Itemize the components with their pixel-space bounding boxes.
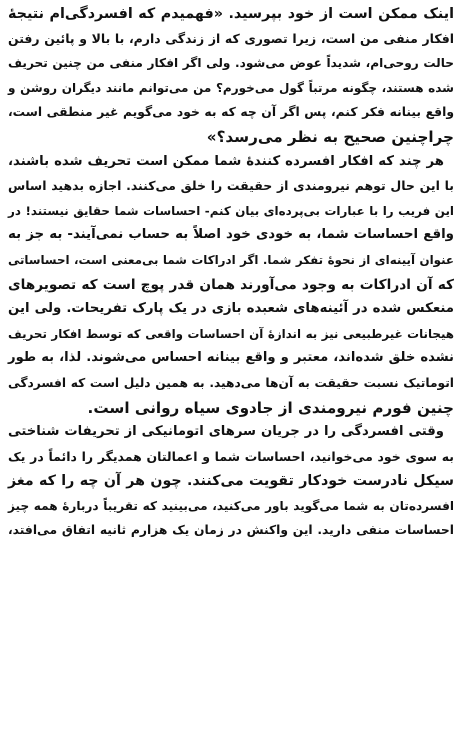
text-line: چراچنین صحیح به نظر می‌رسد؟» [206, 127, 454, 146]
text-line: هیجانات غیرطبیعی نیز به اندازهٔ آن احساسات واقعی که توسط افکار تحریف [8, 326, 454, 341]
paragraph-2 [8, 150, 454, 421]
text-line: به سوی خود می‌خوانید، احساسات شما و اعمالتان همدیگر را دائماً در یک [8, 448, 454, 464]
text-line: احساسات منفی دارید. این واکنش در زمان یک هزارم ثانیه اتفاق می‌افتد، [8, 523, 454, 538]
text-line: هر چند که افکار افسرده کنندهٔ شما ممکن است تحریف شده باشند، [8, 153, 444, 169]
text-line: چنین فورم نیرومندی از جادوی سیاه روانی است. [87, 398, 454, 417]
text-line: این فریب را با عبارات بی‌پرده‌ای بیان کنم- احساسات شما حقایق نیستند! در [8, 203, 454, 218]
text-line: شده هستند، چگونه مرتباً گول می‌خورم؟ من می‌توانم مانند دیگران روشن و [8, 80, 454, 95]
text-line: افسرده‌تان به شما می‌گوید باور می‌کنید، می‌بینید که تقریباً دربارهٔ همه چیز [8, 498, 454, 513]
text-line: حالت روحی‌ام، شدیداً عوض می‌شود. ولی اگر افکار منفی من چنین تحریف [8, 56, 454, 71]
text-line: اینک ممکن است از خود بپرسید. «فهمیدم که افسردگی‌ام نتیجهٔ [8, 6, 454, 22]
paragraph-3 [8, 420, 454, 543]
document-page [8, 2, 454, 746]
text-line: سیکل نادرست خودکار تقویت می‌کنند. چون هر آن چه را که مغز [8, 473, 454, 490]
text-line: وقتی افسردگی را در جریان سرهای اتومانیکی از تحریفات شناختی [8, 424, 444, 440]
text-line: که آن ادراکات به وجود می‌آورند همان قدر پوچ است که تصویرهای [8, 276, 454, 293]
text-line: واقع احساسات شما، به خودی خود اصلاً به حساب نمی‌آیند- به جز به [8, 227, 454, 243]
text-line: عنوان آیینه‌ای از نحوهٔ تفکر شما. اگر ادراکات شما بی‌معنی است، احساساتی [8, 252, 454, 267]
text-line: افکار منفی من است، زیرا تصوری که از زندگی دارم، با بالا و پائین رفتن [8, 30, 454, 46]
text-line: منعکس شده در آئینه‌های شعبده بازی در یک پارک تفریحات. ولی این [8, 301, 454, 317]
paragraph-1 [8, 2, 454, 150]
text-line: با این حال توهم نیرومندی از حقیقت را خلق می‌کنند. اجازه بدهید اساس [8, 178, 454, 194]
text-line: نشده خلق شده‌اند، معتبر و واقع بینانه احساس می‌شوند. لذا، به طور [8, 350, 454, 366]
text-line: اتوماتیک نسبت حقیقت به آن‌ها می‌دهید. به همین دلیل است که افسردگی [8, 375, 454, 390]
text-line: واقع بینانه فکر کنم، پس اگر آن چه که به خود می‌گویم غیر منطقی است، [8, 105, 454, 120]
